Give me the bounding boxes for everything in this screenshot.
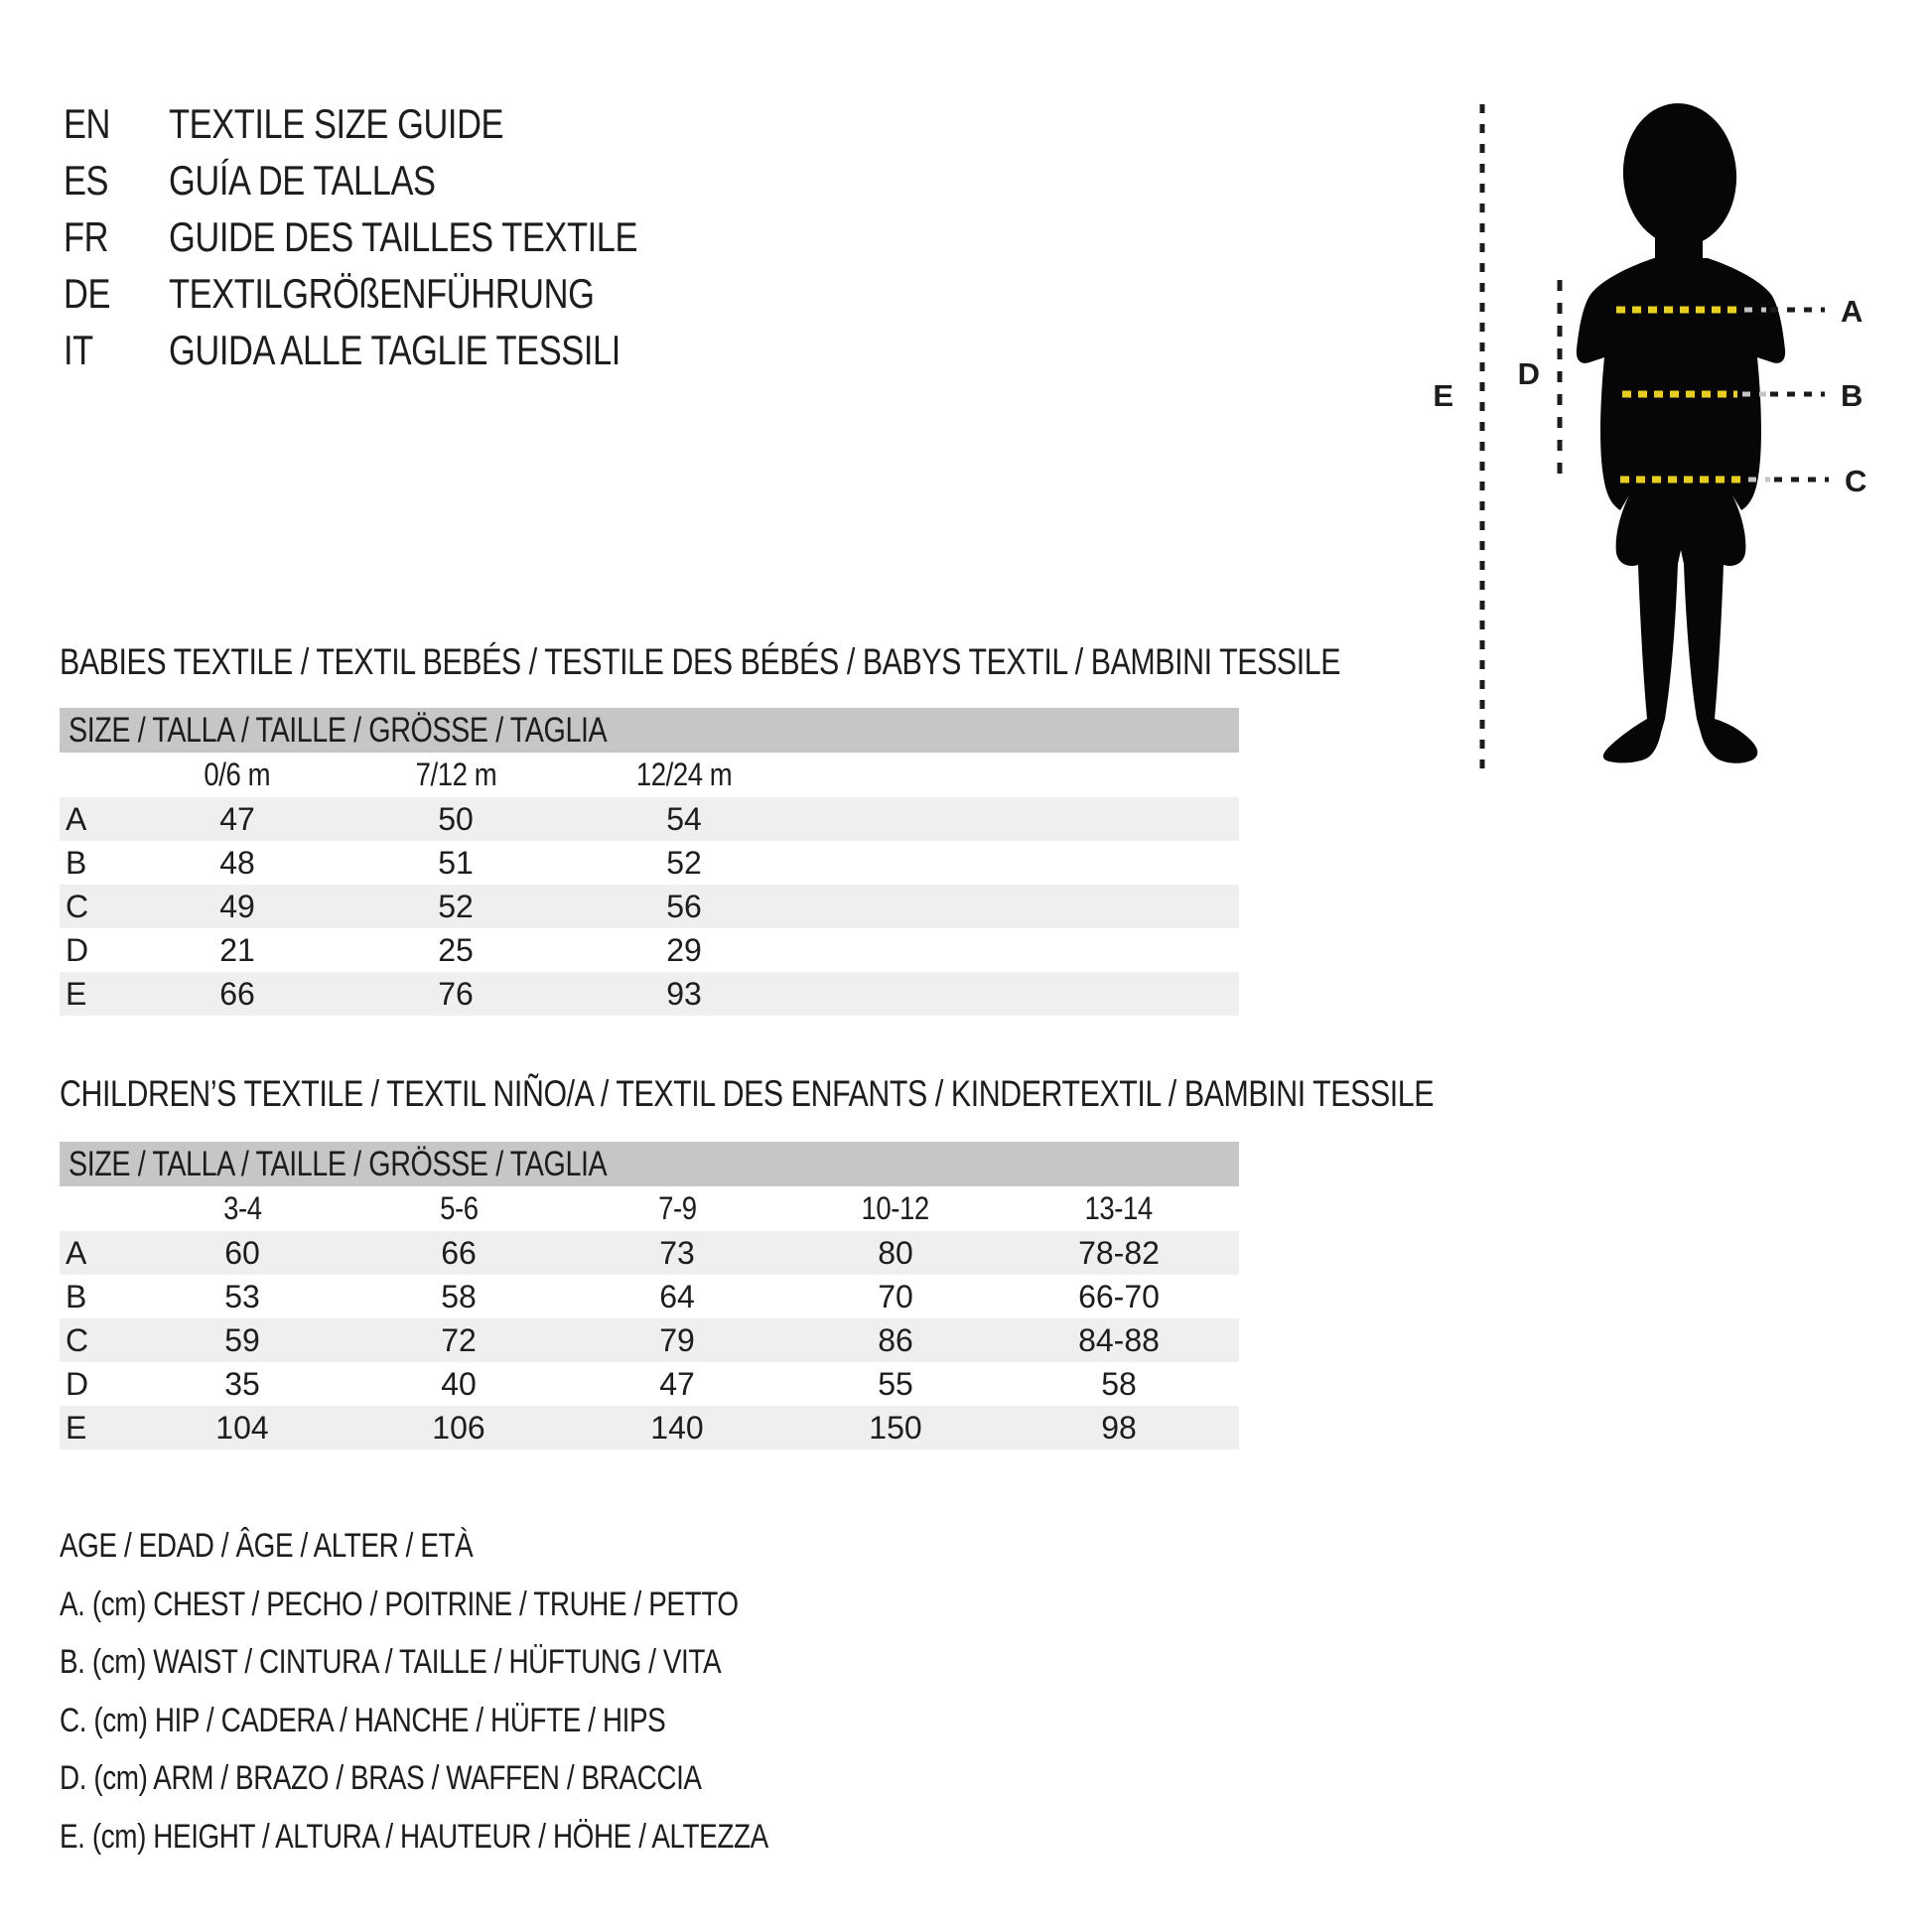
- table-row-a: [60, 797, 1239, 841]
- measure-label-e: E: [1433, 378, 1453, 413]
- lang-title-de: TEXTILGRÖßENFÜHRUNG: [169, 270, 595, 317]
- babies-size-header-bar: SIZE / TALLA / TAILLE / GRÖSSE / TAGLIA: [60, 708, 1239, 753]
- lang-code-en: EN: [64, 100, 111, 147]
- row-label: A: [66, 801, 87, 837]
- table-cell: 40: [441, 1366, 477, 1402]
- lang-code-de: DE: [64, 270, 111, 317]
- row-label: B: [66, 845, 87, 881]
- table-cell: 29: [666, 932, 702, 968]
- table-cell: 21: [219, 932, 255, 968]
- table-cell: 58: [441, 1279, 477, 1314]
- row-label: D: [66, 1366, 89, 1402]
- table-row-d: [60, 1362, 1239, 1406]
- measure-label-d: D: [1517, 356, 1540, 391]
- row-label: C: [66, 1322, 89, 1358]
- column-header: 3-4: [222, 1190, 262, 1226]
- table-cell: 140: [650, 1410, 704, 1446]
- table-cell: 47: [219, 801, 255, 837]
- row-label: E: [66, 976, 87, 1012]
- table-cell: 47: [659, 1366, 695, 1402]
- table-cell: 58: [1101, 1366, 1137, 1402]
- children-column-header-row: [60, 1186, 1239, 1231]
- table-cell: 59: [224, 1322, 260, 1358]
- column-header: 5-6: [439, 1190, 479, 1226]
- table-cell: 70: [878, 1279, 913, 1314]
- size-measurement-figure: [1132, 50, 1932, 814]
- table-cell: 48: [219, 845, 255, 881]
- lang-code-it: IT: [64, 327, 93, 373]
- table-cell: 55: [878, 1366, 913, 1402]
- column-header: 10-12: [861, 1190, 930, 1226]
- row-label: C: [66, 889, 89, 924]
- table-cell: 79: [659, 1322, 695, 1358]
- measurement-legend: [60, 1517, 923, 1865]
- table-cell: 35: [224, 1366, 260, 1402]
- table-row-c: [60, 1318, 1239, 1362]
- table-cell: 52: [666, 845, 702, 881]
- row-label: B: [66, 1279, 87, 1314]
- table-row-b: [60, 1275, 1239, 1318]
- table-cell: 66: [219, 976, 255, 1012]
- babies-column-header-row: [60, 753, 1239, 797]
- table-row-d: [60, 928, 1239, 972]
- row-label: E: [66, 1410, 87, 1446]
- row-label: D: [66, 932, 89, 968]
- table-cell: 52: [438, 889, 474, 924]
- table-cell: 80: [878, 1235, 913, 1271]
- column-header: 7-9: [657, 1190, 697, 1226]
- table-cell: 66-70: [1078, 1279, 1160, 1314]
- lang-code-fr: FR: [64, 213, 109, 260]
- measure-label-c: C: [1845, 464, 1867, 498]
- legend-waist-line: B. (cm) WAIST / CINTURA / TAILLE / HÜFTUNG / VITA: [60, 1643, 722, 1681]
- table-row-a: [60, 1231, 1239, 1275]
- babies-size-table: [60, 708, 1239, 1016]
- table-row-e: [60, 1406, 1239, 1449]
- legend-age-line: AGE / EDAD / ÂGE / ALTER / ETÀ: [60, 1527, 474, 1565]
- table-cell: 84-88: [1078, 1322, 1160, 1358]
- table-cell: 150: [869, 1410, 922, 1446]
- table-cell: 50: [438, 801, 474, 837]
- lang-title-it: GUIDA ALLE TAGLIE TESSILI: [169, 327, 621, 373]
- lang-code-es: ES: [64, 157, 109, 204]
- table-cell: 72: [441, 1322, 477, 1358]
- table-cell: 104: [215, 1410, 269, 1446]
- table-cell: 49: [219, 889, 255, 924]
- lang-title-fr: GUIDE DES TAILLES TEXTILE: [169, 213, 638, 260]
- lang-title-en: TEXTILE SIZE GUIDE: [169, 100, 504, 147]
- table-cell: 54: [666, 801, 702, 837]
- legend-hip-line: C. (cm) HIP / CADERA / HANCHE / HÜFTE / HIPS: [60, 1701, 666, 1739]
- table-cell: 60: [224, 1235, 260, 1271]
- children-size-header-bar: SIZE / TALLA / TAILLE / GRÖSSE / TAGLIA: [60, 1142, 1239, 1186]
- legend-arm-line: D. (cm) ARM / BRAZO / BRAS / WAFFEN / BRACCIA: [60, 1759, 702, 1797]
- table-cell: 78-82: [1078, 1235, 1160, 1271]
- table-cell: 56: [666, 889, 702, 924]
- measure-label-b: B: [1841, 378, 1863, 413]
- table-cell: 86: [878, 1322, 913, 1358]
- table-cell: 64: [659, 1279, 695, 1314]
- column-header: 7/12 m: [415, 757, 496, 792]
- table-row-b: [60, 841, 1239, 885]
- table-cell: 73: [659, 1235, 695, 1271]
- children-section-title: CHILDREN’S TEXTILE / TEXTIL NIÑO/A / TEXTIL DES ENFANTS / KINDERTEXTIL / BAMBINI TESSILE: [60, 1073, 1435, 1114]
- legend-chest-line: A. (cm) CHEST / PECHO / POITRINE / TRUHE / PETTO: [60, 1585, 739, 1623]
- children-size-table: [60, 1142, 1239, 1449]
- measure-label-a: A: [1841, 294, 1863, 329]
- table-cell: 53: [224, 1279, 260, 1314]
- table-row-e: [60, 972, 1239, 1016]
- table-cell: 98: [1101, 1410, 1137, 1446]
- legend-height-line: E. (cm) HEIGHT / ALTURA / HAUTEUR / HÖHE / ALTEZZA: [60, 1817, 768, 1856]
- column-header: 13-14: [1084, 1190, 1154, 1226]
- table-cell: 66: [441, 1235, 477, 1271]
- column-header: 0/6 m: [204, 757, 271, 792]
- table-cell: 106: [432, 1410, 485, 1446]
- row-label: A: [66, 1235, 87, 1271]
- lang-title-es: GUÍA DE TALLAS: [169, 157, 436, 204]
- table-cell: 25: [438, 932, 474, 968]
- babies-section-title: BABIES TEXTILE / TEXTIL BEBÉS / TESTILE DES BÉBÉS / BABYS TEXTIL / BAMBINI TESSILE: [60, 641, 1341, 682]
- table-row-c: [60, 885, 1239, 928]
- table-cell: 51: [438, 845, 474, 881]
- column-header: 12/24 m: [635, 757, 733, 792]
- table-cell: 93: [666, 976, 702, 1012]
- table-cell: 76: [438, 976, 474, 1012]
